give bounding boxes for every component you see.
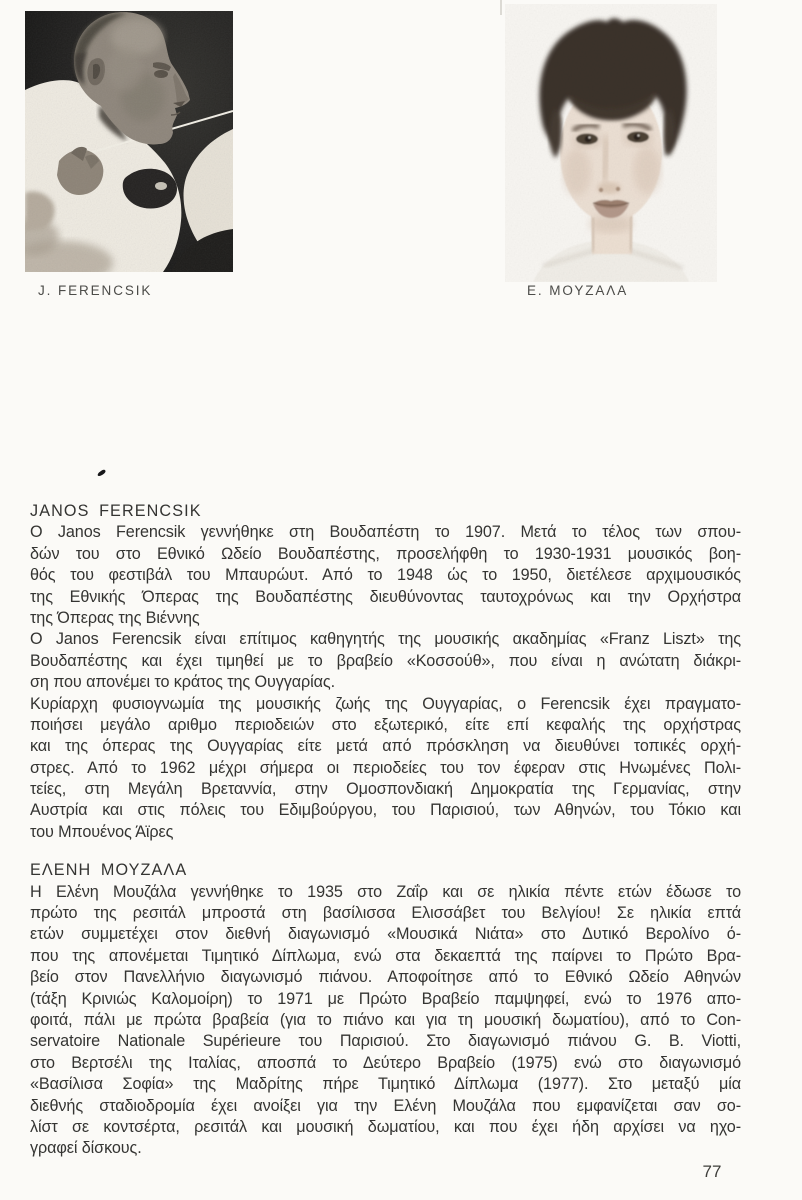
text-line: βείο στον Πανελλήνιο διαγωνισμό πιάνου. Αποφοίτησε από το Εθνικό Ωδείο Αθηνών	[30, 968, 741, 987]
text-line: (τάξη Κρινιώς Καλομοίρη) το 1971 με Πρώτο Βραβείο παμψηφεί, ενώ το 1976 απο-	[30, 989, 741, 1008]
text-line: δών του στο Εθνικό Ωδείο Βουδαπέστης, προσελήφθη το 1930-1931 μουσικός βοη-	[30, 544, 741, 563]
text-line: του Μπουένος Άϊρες	[30, 822, 174, 841]
text-line: που της απονέμεται Τιμητικό Δίπλωμα, ενώ στα δεκαεπτά της παίρνει το Πρώτο Βρα-	[30, 946, 741, 965]
text-line: ετών συμμετέχει στον διεθνή διαγωνισμό «Μουσικά Νιάτα» στο Δυτικό Βερολίνο ό-	[30, 925, 741, 944]
section-janos-ferencsik	[30, 501, 741, 843]
text-line: διεθνής σταδιοδρομία έχει ανοίξει για την Ελένη Μουζάλα που εμφανίζεται σαν σο-	[30, 1096, 741, 1115]
text-line: τείες, στη Μεγάλη Βρεταννία, στην Ομοσπονδιακή Δημοκρατία της Γερμανίας, στην	[30, 780, 741, 799]
caption-ferencsik: J. FERENCSIK	[38, 283, 153, 298]
text-line: «Βασίλισα Σοφία» της Μαδρίτης πήρε Τιμητικό Δίπλωμα (1977). Στο μεταξύ μία	[30, 1075, 741, 1094]
section-heading: JANOS FERENCSIK	[30, 502, 202, 520]
caption-mouzala: Ε. ΜΟΥΖΑΛΑ	[527, 283, 629, 298]
pianist-photo	[505, 4, 717, 282]
text-line: ποιήσει μεγάλο αριθμο περιοδειών στο εξωτερικό, είτε επί κεφαλής της ορχήστρας	[30, 715, 741, 734]
section-heading: ΕΛΕΝΗ ΜΟΥΖΑΛΑ	[30, 861, 188, 880]
text-line: Βουδαπέστης και έχει τιμηθεί με το βραβείο «Κοσσούθ», που είναι η ανώτατη διάκρι-	[30, 651, 741, 670]
text-line: στο Βερτσέλι της Ιταλίας, αποσπά το Δεύτερο Βραβείο (1975) ενώ στο διαγωνισμό	[30, 1053, 741, 1072]
conductor-photo	[25, 11, 233, 272]
section-body	[30, 882, 741, 1160]
section-eleni-mouzala	[30, 860, 741, 1159]
text-line: πρώτο της ρεσιτάλ μπροστά στη βασίλισσα Ελισσάβετ του Βελγίου! Σε ηλικία επτά	[30, 904, 741, 923]
text-line: servatoire Nationale Supérieure του Παρισιού. Στο διαγωνισμό πιάνου G. B. Viotti,	[30, 1032, 741, 1051]
section-body	[30, 522, 741, 843]
scan-scratch	[500, 0, 502, 15]
text-line: Αυστρία και στις πόλεις του Εδιμβούργου, του Παρισιού, των Αθηνών, του Τόκιο και	[30, 801, 741, 820]
text-line: της Εθνικής Όπερας της Βουδαπέστης διευθύνοντας ταυτοχρόνως και την Ορχήστρα	[30, 587, 741, 606]
text-line: της Όπερας της Βιέννης	[30, 608, 200, 627]
text-line: φοιτά, πάλι με πρώτα βραβεία (για το πιάνο και για τη μουσική δωματίου), από το Con-	[30, 1010, 741, 1029]
text-line: θός του φεστιβάλ του Μπαυρώυτ. Από το 1948 ώς το 1950, διετέλεσε αρχιμουσικός	[30, 566, 741, 585]
biography-article	[30, 501, 741, 1160]
text-line: Κυρίαρχη φυσιογνωμία της μουσικής ζωής της Ουγγαρίας, ο Ferencsik έχει πραγματο-	[30, 694, 741, 713]
text-line: Ο Janos Ferencsik είναι επίτιμος καθηγητής της μουσικής ακαδημίας «Franz Liszt» της	[30, 630, 741, 649]
text-line: ση που απονέμει το κράτος της Ουγγαρίας.	[30, 673, 335, 692]
page-number: 77	[702, 1162, 722, 1181]
text-line: γραφεί δίσκους.	[30, 1139, 142, 1158]
text-line: Ο Janos Ferencsik γεννήθηκε στη Βουδαπέστη το 1907. Μετά το τέλος των σπου-	[30, 523, 741, 542]
ink-speck	[97, 469, 107, 477]
text-line: στρες. Από το 1962 μέχρι σήμερα οι περιοδείες του τον έφεραν στις Ηνωμένες Πολι-	[30, 758, 741, 777]
text-line: λίστ σε κοντσέρτα, ρεσιτάλ και μουσική δωματίου, και που έχει ήδη αρχίσει να ηχο-	[30, 1117, 741, 1136]
text-line: Η Ελένη Μουζάλα γεννήθηκε το 1935 στο Ζαΐρ και σε ηλικία πέντε ετών έδωσε το	[30, 882, 741, 901]
text-line: και της όπερας της Ουγγαρίας είτε μετά από πρόσκληση να διευθύνει τοπικές ορχή-	[30, 737, 741, 756]
